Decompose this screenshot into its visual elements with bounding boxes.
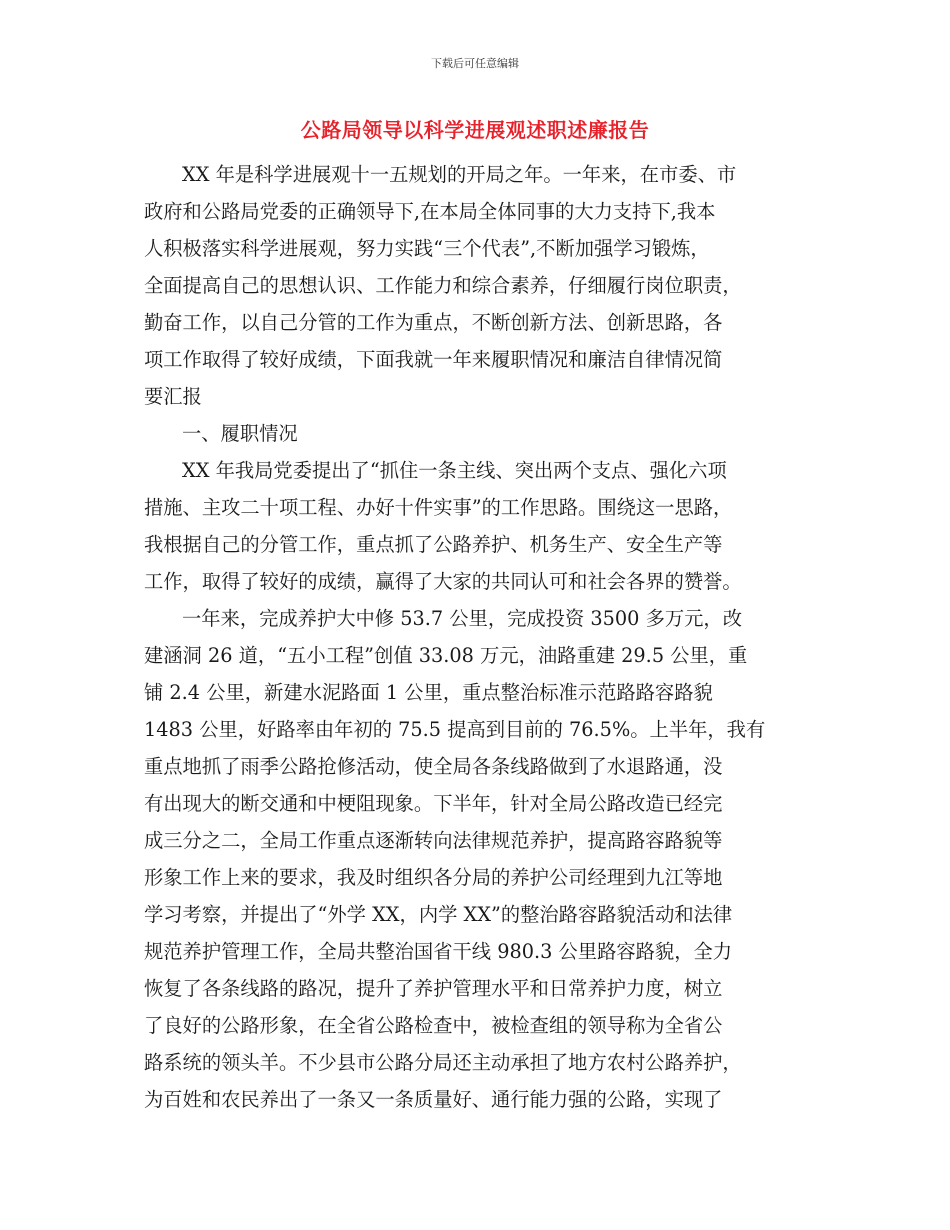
body-line: XX 年我局党委提出了“抓住一条主线、突出两个支点、强化六项 [182, 459, 727, 482]
body-line: 一年来，完成养护大中修 53.7 公里，完成投资 3500 多万元，改 [182, 607, 742, 630]
body-line: 为百姓和农民养出了一条又一条质量好、通行能力强的公路，实现了 [144, 1088, 723, 1111]
body-line: 全面提高自己的思想认识、工作能力和综合素养，仔细履行岗位职责， [144, 274, 742, 297]
body-line: XX 年是科学进展观十一五规划的开局之年。一年来，在市委、市 [182, 163, 737, 186]
body-line: 工作，取得了较好的成绩，赢得了大家的共同认可和社会各界的赞誉。 [144, 570, 742, 593]
body-line: 形象工作上来的要求，我及时组织各分局的养护公司经理到九江等地 [144, 866, 723, 889]
body-line: 恢复了各条线路的路况，提升了养护管理水平和日常养护力度，树立 [144, 977, 723, 1000]
body-line: 要汇报 [144, 385, 202, 408]
body-line: 项工作取得了较好成绩，下面我就一年来履职情况和廉洁自律情况简 [144, 348, 723, 371]
body-line: 措施、主攻二十项工程、办好十件实事”的工作思路。围绕这一思路， [144, 496, 733, 519]
document-body [144, 156, 808, 1118]
body-line: 人积极落实科学进展观，努力实践“三个代表”,不断加强学习锻炼， [144, 237, 710, 260]
body-line: 成三分之二，全局工作重点逐渐转向法律规范养护，提高路容路貌等 [144, 829, 723, 852]
body-line: 政府和公路局党委的正确领导下,在本局全体同事的大力支持下,我本 [144, 200, 716, 223]
body-line: 勤奋工作，以自己分管的工作为重点，不断创新方法、创新思路，各 [144, 311, 723, 334]
body-line: 我根据自己的分管工作，重点抓了公路养护、机务生产、安全生产等 [144, 533, 723, 556]
body-line: 重点地抓了雨季公路抢修活动，使全局各条线路做到了水退路通，没 [144, 755, 723, 778]
body-line: 建涵洞 26 道，“五小工程”创值 33.08 万元，油路重建 29.5 公里，重 [144, 644, 748, 667]
body-line: 1483 公里，好路率由年初的 75.5 提高到目前的 76.5%。上半年，我有 [144, 718, 766, 741]
header-note: 下载后可任意编辑 [431, 57, 519, 70]
body-line: 规范养护管理工作，全局共整治国省干线 980.3 公里路容路貌，全力 [144, 940, 733, 963]
body-line: 路系统的领头羊。不少县市公路分局还主动承担了地方农村公路养护， [144, 1051, 742, 1074]
document-title: 公路局领导以科学进展观述职述廉报告 [300, 118, 650, 142]
body-line: 了良好的公路形象，在全省公路检查中，被检查组的领导称为全省公 [144, 1014, 723, 1037]
section-heading: 一、履职情况 [182, 422, 298, 445]
body-line: 学习考察，并提出了“外学 XX，内学 XX”的整治路容路貌活动和法律 [144, 903, 733, 926]
body-line: 铺 2.4 公里，新建水泥路面 1 公里，重点整治标准示范路路容路貌 [144, 681, 713, 704]
body-line: 有出现大的断交通和中梗阻现象。下半年，针对全局公路改造已经完 [144, 792, 723, 815]
